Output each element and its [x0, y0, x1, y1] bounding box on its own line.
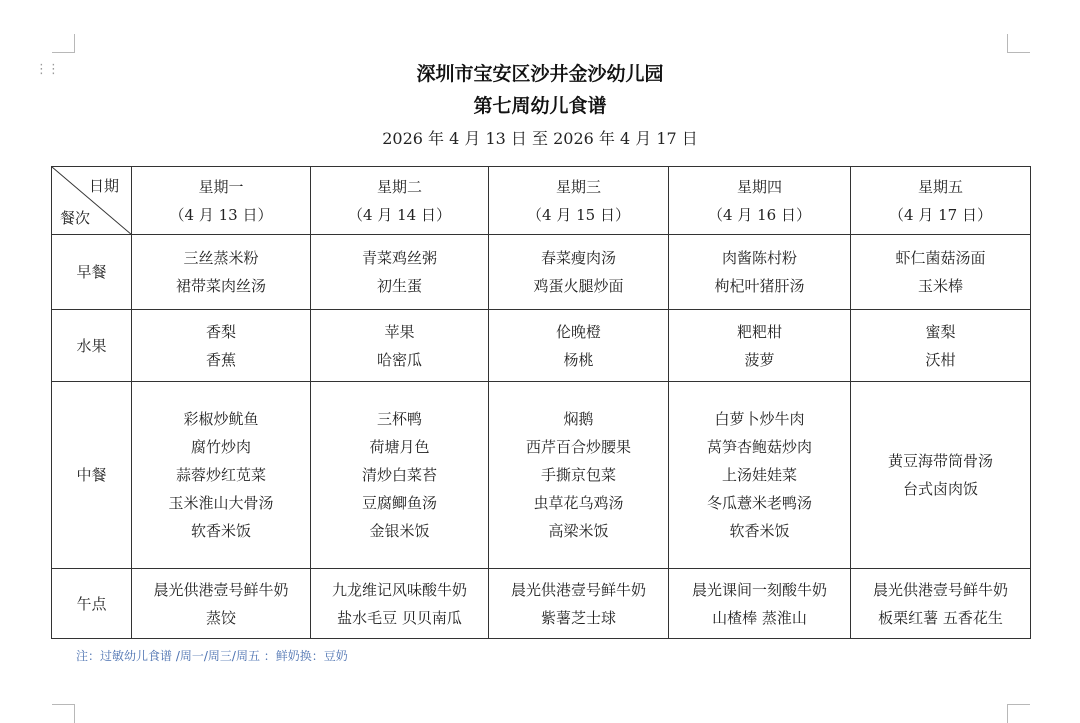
- fruit-row: [52, 310, 1031, 382]
- lunch-cell-mon: [132, 382, 311, 569]
- day-header-tue: [311, 167, 489, 235]
- dish: 肉酱陈村粉: [721, 249, 797, 267]
- dish: 晨光供港壹号鲜牛奶: [153, 580, 289, 599]
- dish: 春菜瘦肉汤: [540, 249, 616, 267]
- dish: 裙带菜肉丝汤: [175, 277, 266, 295]
- date-range: 2026 年 4 月 13 日 至 2026 年 4 月 17 日: [382, 129, 698, 148]
- drag-handle-icon[interactable]: ⋮⋮: [35, 62, 59, 77]
- fruit-cell-tue: [311, 310, 489, 382]
- breakfast-cell-tue: [311, 235, 489, 310]
- meal-label-snack: 午点: [52, 569, 132, 639]
- page-corner-mark-bottom-right: [1007, 704, 1030, 723]
- day-date-label: （4 月 15 日）: [527, 205, 630, 224]
- table-header-row: [52, 167, 1031, 235]
- day-header-mon: [132, 167, 311, 235]
- dish: 软香米饭: [729, 522, 790, 540]
- dish: 晨光供港壹号鲜牛奶: [872, 580, 1008, 599]
- dish: 苹果: [384, 322, 415, 341]
- corner-meal-label: 餐次: [60, 209, 91, 227]
- corner-date-label: 日期: [88, 177, 119, 195]
- day-date-label: （4 月 14 日）: [348, 205, 451, 224]
- fruit-cell-fri: [851, 310, 1031, 382]
- lunch-cell-wed: [489, 382, 669, 569]
- breakfast-cell-fri: [851, 235, 1031, 310]
- allergy-note: 注：过敏幼儿食谱 /周一/周三/周五 ：鲜奶换：豆奶: [76, 649, 348, 663]
- dish: 枸杞叶猪肝汤: [714, 277, 805, 295]
- day-date-label: （4 月 13 日）: [169, 205, 273, 224]
- day-header-wed: [489, 167, 669, 235]
- meal-label-lunch: 中餐: [52, 382, 132, 569]
- breakfast-cell-wed: [489, 235, 669, 310]
- dish: 紫薯芝士球: [540, 608, 616, 627]
- day-header-thu: [669, 167, 851, 235]
- fruit-cell-wed: [489, 310, 669, 382]
- dish: 香梨: [205, 322, 236, 341]
- corner-header-cell: [52, 167, 132, 235]
- lunch-cell-tue: [311, 382, 489, 569]
- dish: 板栗红薯 五香花生: [878, 608, 1003, 627]
- dish: 豆腐鲫鱼汤: [361, 494, 437, 512]
- dish: 荷塘月色: [369, 438, 430, 456]
- lunch-row: [52, 382, 1031, 569]
- dish: 三杯鸭: [376, 410, 422, 428]
- dish: 晨光课间一刻酸牛奶: [691, 580, 827, 599]
- breakfast-cell-mon: [132, 235, 311, 310]
- snack-cell-tue: [311, 569, 489, 639]
- lunch-cell-thu: [669, 382, 851, 569]
- dish: 黄豆海带筒骨汤: [887, 452, 993, 470]
- week-title: 第七周幼儿食谱: [473, 95, 607, 117]
- dish: 虫草花乌鸡汤: [533, 494, 624, 512]
- dish: 白萝卜炒牛肉: [714, 410, 805, 428]
- dish: 晨光供港壹号鲜牛奶: [510, 580, 646, 599]
- weekday-label: 星期一: [198, 177, 244, 196]
- dish: 台式卤肉饭: [902, 480, 978, 498]
- day-header-fri: [851, 167, 1031, 235]
- page-corner-mark-bottom-left: [52, 704, 75, 723]
- dish: 冬瓜薏米老鸭汤: [706, 494, 812, 512]
- snack-row: [52, 569, 1031, 639]
- dish: 盐水毛豆 贝贝南瓜: [337, 608, 462, 627]
- breakfast-row: [52, 235, 1031, 310]
- dish: 伦晚橙: [555, 322, 601, 341]
- meal-label-breakfast: 早餐: [52, 235, 132, 310]
- dish: 菠萝: [744, 350, 775, 369]
- dish: 软香米饭: [190, 522, 251, 540]
- dish: 玉米淮山大骨汤: [168, 494, 274, 512]
- page-corner-mark-top-right: [1007, 34, 1030, 53]
- fruit-cell-mon: [132, 310, 311, 382]
- dish: 虾仁菌菇汤面: [895, 249, 986, 267]
- day-date-label: （4 月 16 日）: [708, 205, 811, 224]
- dish: 上汤娃娃菜: [721, 466, 797, 484]
- dish: 沃柑: [925, 350, 956, 369]
- dish: 焖鹅: [563, 410, 594, 428]
- weekly-menu-table: [51, 166, 1031, 639]
- dish: 蒜蓉炒红苋菜: [175, 466, 266, 484]
- dish: 杨桃: [563, 350, 594, 369]
- dish: 九龙维记风味酸牛奶: [331, 580, 467, 599]
- dish: 清炒白菜苔: [361, 466, 437, 484]
- weekday-label: 星期五: [917, 177, 963, 196]
- page-corner-mark-top-left: [52, 34, 75, 53]
- breakfast-cell-thu: [669, 235, 851, 310]
- dish: 腐竹炒肉: [190, 438, 251, 456]
- dish: 香蕉: [205, 350, 236, 369]
- dish: 三丝蒸米粉: [183, 249, 259, 267]
- snack-cell-fri: [851, 569, 1031, 639]
- dish: 彩椒炒鱿鱼: [183, 410, 259, 428]
- weekday-label: 星期四: [736, 177, 782, 196]
- dish: 哈密瓜: [376, 350, 422, 369]
- dish: 初生蛋: [376, 277, 422, 295]
- lunch-cell-fri: [851, 382, 1031, 569]
- dish: 青菜鸡丝粥: [361, 249, 437, 267]
- fruit-cell-thu: [669, 310, 851, 382]
- dish: 粑粑柑: [736, 322, 782, 341]
- dish: 玉米棒: [917, 277, 963, 295]
- dish: 莴笋杏鲍菇炒肉: [706, 438, 812, 456]
- weekday-label: 星期三: [555, 177, 601, 196]
- dish: 手撕京包菜: [540, 466, 616, 484]
- meal-label-fruit: 水果: [52, 310, 132, 382]
- dish: 蒸饺: [205, 608, 236, 627]
- weekday-label: 星期二: [376, 177, 422, 196]
- dish: 高梁米饭: [548, 522, 609, 540]
- dish: 蜜梨: [925, 322, 956, 341]
- dish: 鸡蛋火腿炒面: [533, 277, 624, 295]
- day-date-label: （4 月 17 日）: [889, 205, 992, 224]
- snack-cell-wed: [489, 569, 669, 639]
- dish: 西芹百合炒腰果: [525, 438, 631, 456]
- school-title: 深圳市宝安区沙井金沙幼儿园: [416, 63, 664, 85]
- dish: 山楂棒 蒸淮山: [712, 608, 807, 627]
- dish: 金银米饭: [369, 522, 430, 540]
- snack-cell-mon: [132, 569, 311, 639]
- snack-cell-thu: [669, 569, 851, 639]
